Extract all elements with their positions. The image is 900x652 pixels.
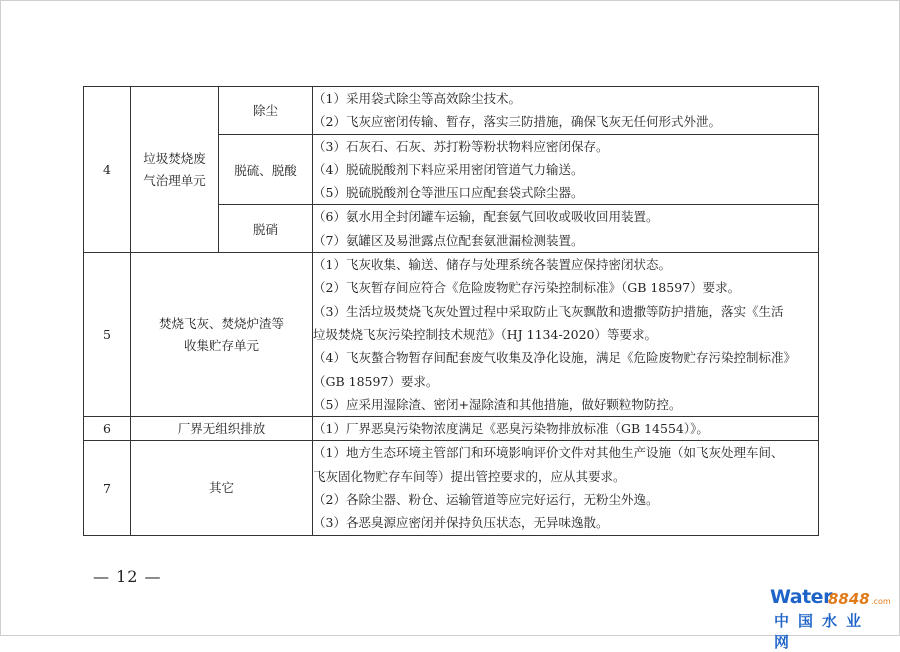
requirement-line: （2）飞灰暂存间应符合《危险废物贮存污染控制标准》（GB 18597）要求。 [313,280,741,296]
requirement-line: （4）脱硫脱酸剂下料应采用密闭管道气力输送。 [313,161,584,177]
page-number: — 12 — [93,567,162,586]
table-row [84,417,819,441]
row-number: 7 [84,441,131,535]
row-number: 6 [84,417,131,441]
requirement-line: （7）氨罐区及易泄露点位配套氨泄漏检测装置。 [313,232,584,248]
requirement-line: 飞灰固化物贮存车间等）提出管控要求的，应从其要求。 [313,468,626,484]
unit-name: 其它 [131,441,313,535]
row-number: 4 [84,87,131,253]
row-number: 5 [84,253,131,417]
requirement-line: （6）氨水用全封闭罐车运输，配套氨气回收或吸收回用装置。 [313,209,659,225]
watermark-brand: Water [770,586,832,608]
requirement-line: 垃圾焚烧飞灰污染控制技术规范》（HJ 1134-2020）等要求。 [313,326,657,342]
requirement-line: （4）飞灰螯合物暂存间配套废气收集及净化设施，满足《危险废物贮存污染控制标准》 [313,350,796,366]
requirement-cell [313,205,819,253]
requirement-line: （3）石灰石、石灰、苏打粉等粉状物料应密闭保存。 [313,138,609,154]
unit-name: 厂界无组织排放 [131,417,313,441]
requirement-line: （1）飞灰收集、输送、储存与处理系统各装置应保持密闭状态。 [313,257,671,273]
table-row [84,441,819,535]
requirement-line: （1）地方生态环境主管部门和环境影响评价文件对其他生产设施（如飞灰处理车间、 [313,445,784,461]
requirement-line: （2）各除尘器、粉仓、运输管道等应完好运行，无粉尘外逸。 [313,492,659,508]
requirement-line: （3）生活垃圾焚烧飞灰处置过程中采取防止飞灰飘散和遗撒等防护措施，落实《生活 [313,303,784,319]
sub-unit-name: 脱硝 [219,205,313,253]
requirement-cell [313,87,819,135]
watermark-logo [770,586,891,651]
requirement-cell [313,253,819,417]
requirement-line: （GB 18597）要求。 [313,373,439,389]
requirement-line: （1）采用袋式除尘等高效除尘技术。 [313,91,521,106]
requirement-line: （5）应采用湿除渣、密闭+湿除渣和其他措施，做好颗粒物防控。 [313,396,682,412]
requirement-line: （2）飞灰应密闭传输、暂存，落实三防措施，确保飞灰无任何形式外泄。 [313,114,721,130]
requirement-line: （1）厂界恶臭污染物浓度满足《恶臭污染物排放标准（GB 14554）》。 [313,421,709,437]
table-row [84,253,819,417]
sub-unit-name: 脱硫、脱酸 [219,134,313,205]
watermark-suffix: .com [871,597,891,606]
unit-name: 垃圾焚烧废 气治理单元 [131,87,219,253]
requirement-cell [313,134,819,205]
watermark-chinese: 中国水业网 [774,612,871,651]
table-row [84,87,819,135]
requirement-cell [313,417,819,441]
requirement-line: （3）各恶臭源应密闭并保持负压状态，无异味逸散。 [313,515,609,531]
watermark-number: 8848 [828,590,870,608]
requirement-line: （5）脱硫脱酸剂仓等泄压口应配套袋式除尘器。 [313,185,584,201]
requirements-table [83,86,819,536]
sub-unit-name: 除尘 [219,87,313,135]
unit-name: 焚烧飞灰、焚烧炉渣等 收集贮存单元 [131,253,313,417]
requirement-cell [313,441,819,535]
